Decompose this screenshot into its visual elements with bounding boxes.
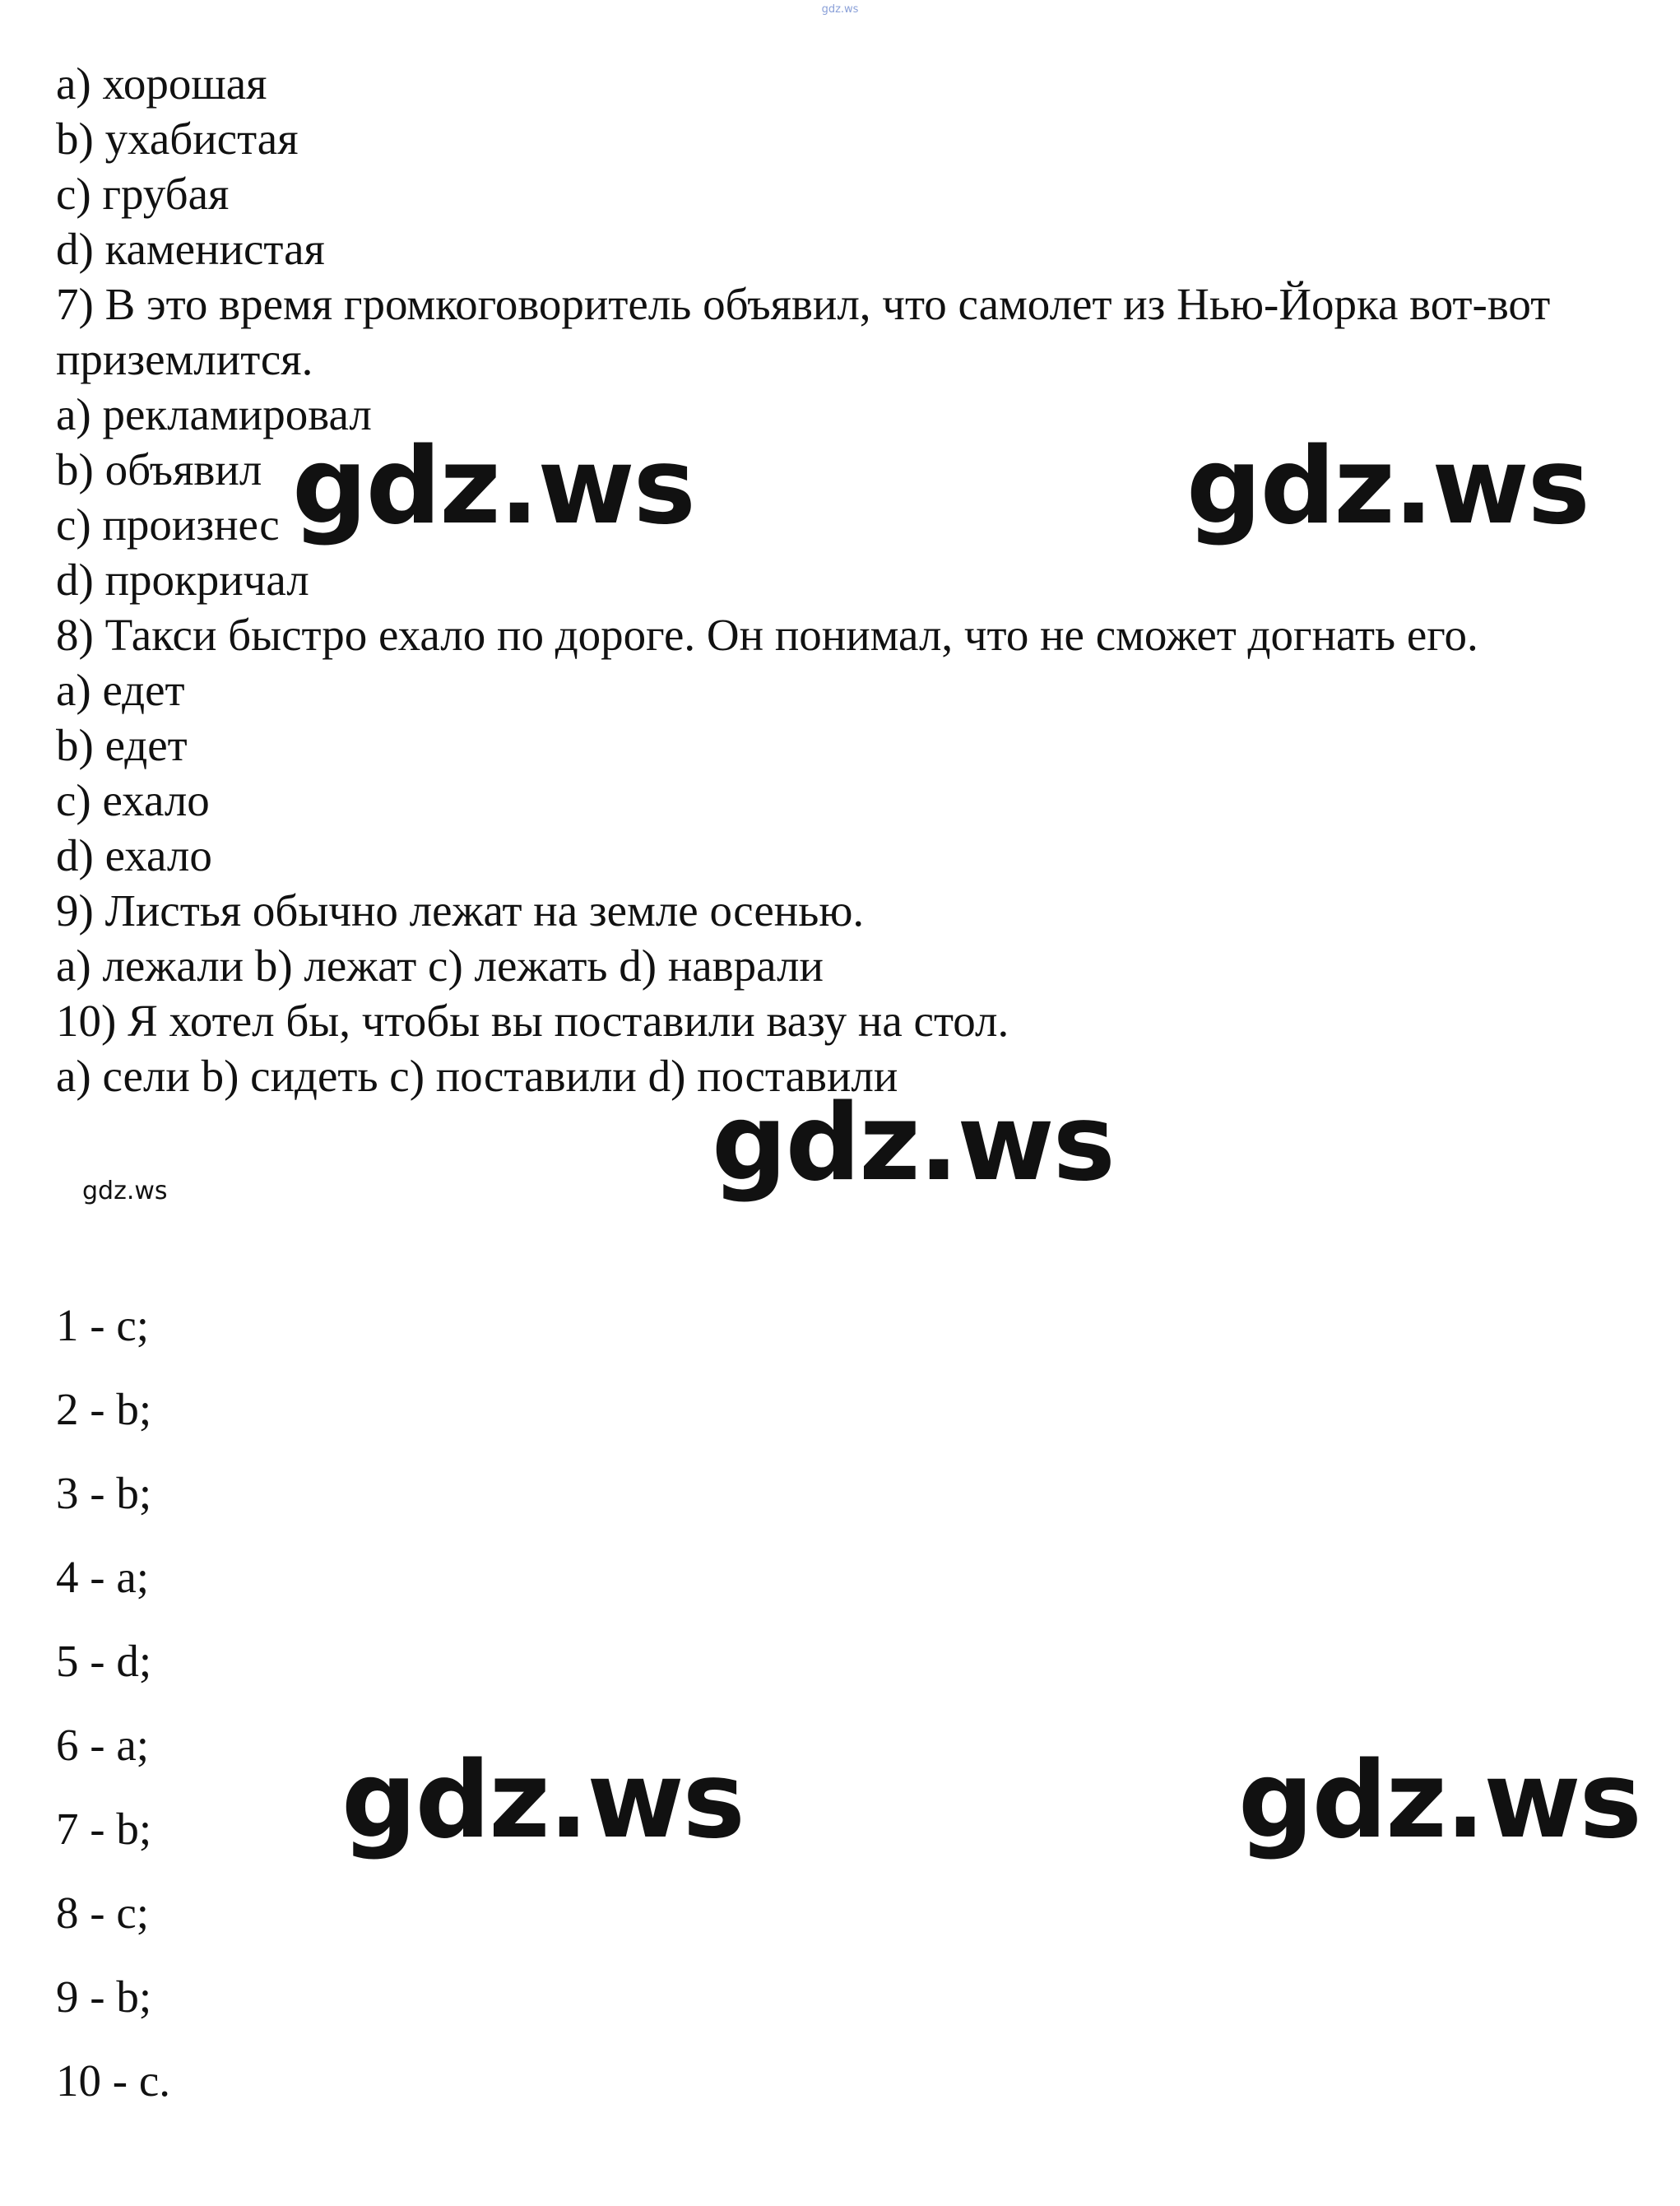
option-line: a) сели b) сидеть c) поставили d) поставили [56,1051,898,1101]
option-line: a) едет [56,665,185,715]
header-watermark: gdz.ws [821,3,859,16]
question-line: 8) Такси быстро ехало по дороге. Он понимал, что не сможет догнать его. [56,610,1478,660]
option-line: a) рекламировал [56,389,372,439]
option-line: c) грубая [56,169,230,219]
option-line: a) хорошая [56,58,267,109]
answer-key [56,1298,170,2137]
answer-item: 4 - a; [56,1552,150,1602]
option-line: b) ухабистая [56,114,299,164]
option-line: b) едет [56,720,188,770]
watermark-logo: gdz.ws [341,1739,744,1862]
watermark-logo: gdz.ws [1186,425,1589,548]
option-line: c) произнес [56,499,280,550]
answer-item: 7 - b; [56,1804,152,1854]
answer-item: 10 - c. [56,2055,170,2106]
question-line: приземлится. [56,334,313,384]
option-line: d) ехало [56,830,212,880]
option-line: a) лежали b) лежат c) лежать d) наврали [56,940,824,991]
watermark-small: gdz.ws [82,1177,168,1205]
answer-item: 9 - b; [56,1971,152,2022]
answer-item: 2 - b; [56,1384,152,1434]
question-line: 7) В это время громкоговоритель объявил, что самолет из Нью-Йорка вот-вот [56,279,1551,329]
question-line: 10) Я хотел бы, чтобы вы поставили вазу на стол. [56,996,1009,1046]
watermark-logo: gdz.ws [292,425,694,548]
option-line: d) прокричал [56,555,309,605]
watermark-logo: gdz.ws [1238,1739,1641,1862]
answer-item: 6 - a; [56,1720,150,1770]
option-line: b) объявил [56,444,262,495]
exercise-text [56,56,1668,1103]
answer-item: 5 - d; [56,1636,152,1686]
watermark-logo: gdz.ws [712,1082,1114,1205]
answer-item: 8 - c; [56,1888,150,1938]
answer-item: 1 - c; [56,1300,150,1350]
option-line: d) каменистая [56,224,325,274]
answer-item: 3 - b; [56,1468,152,1518]
question-line: 9) Листья обычно лежат на земле осенью. [56,885,865,936]
option-line: c) ехало [56,775,210,825]
